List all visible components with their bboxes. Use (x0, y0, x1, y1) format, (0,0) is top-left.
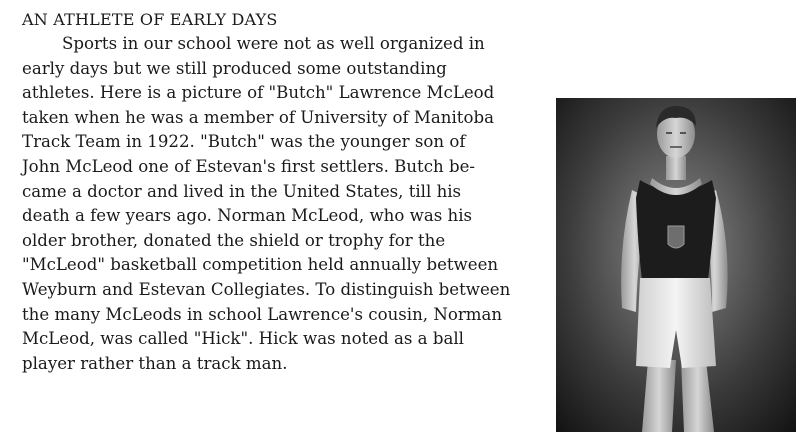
athlete-photo (556, 98, 796, 432)
article (22, 10, 522, 376)
article-line: Sports in our school were not as well organized in (62, 34, 485, 53)
article-line: came a doctor and lived in the United States, till his (22, 181, 462, 201)
athlete-illustration (556, 98, 796, 432)
article-line: early days but we still produced some outstanding (22, 58, 447, 78)
article-line: death a few years ago. Norman McLeod, who was his (22, 206, 473, 226)
article-line: "McLeod" basketball competition held annually between (22, 255, 499, 275)
article-line: older brother, donated the shield or trophy for the (22, 230, 446, 250)
article-title: AN ATHLETE OF EARLY DAYS (22, 10, 278, 29)
article-line: John McLeod one of Estevan's first settlers. Butch be- (22, 156, 476, 176)
article-line: athletes. Here is a picture of "Butch" Lawrence McLeod (22, 83, 495, 103)
article-line: taken when he was a member of University of Manitoba (22, 107, 494, 127)
article-line: Weyburn and Estevan Collegiates. To distinguish between (22, 279, 511, 299)
article-line: Track Team in 1922. "Butch" was the younger son of (22, 132, 466, 152)
article-line: McLeod, was called "Hick". Hick was noted as a ball (22, 329, 464, 349)
article-line: the many McLeods in school Lawrence's cousin, Norman (22, 304, 503, 324)
article-line: player rather than a track man. (22, 353, 288, 373)
